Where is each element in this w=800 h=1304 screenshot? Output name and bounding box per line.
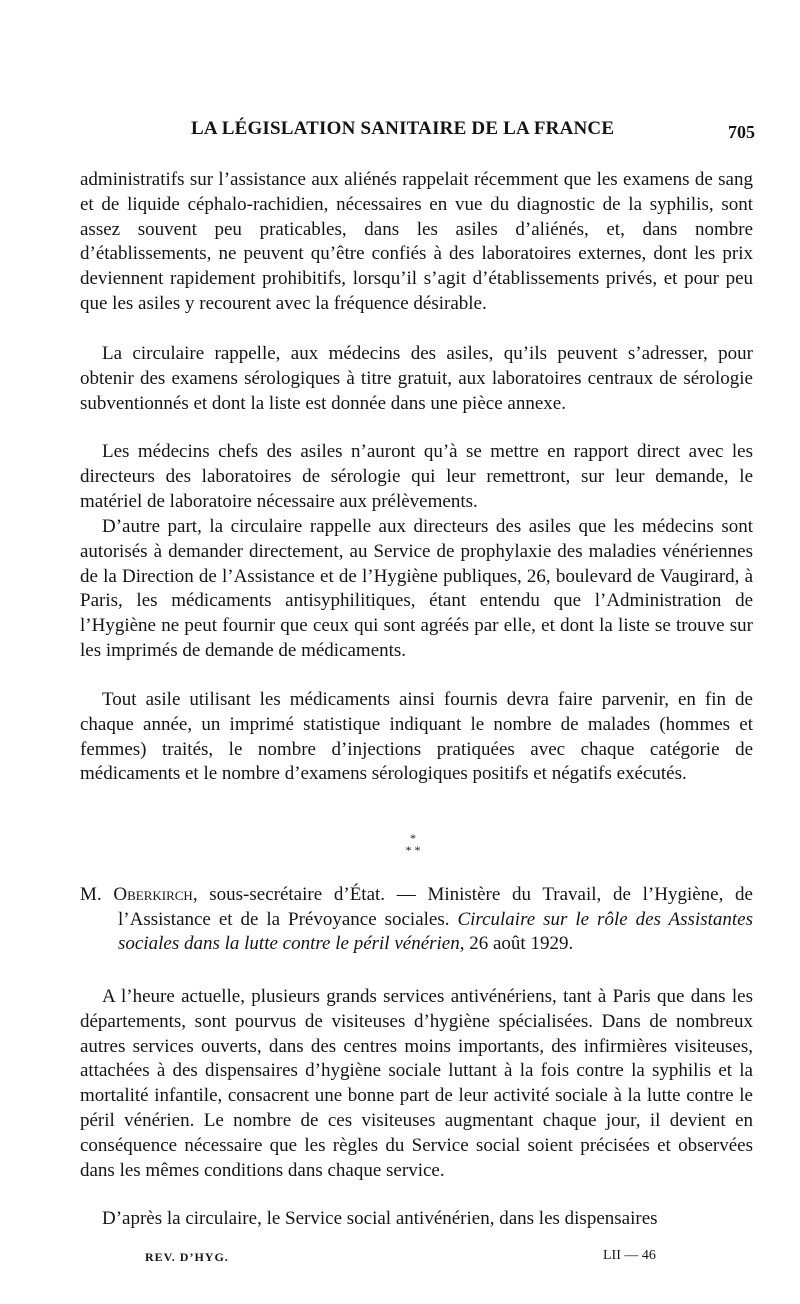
paragraph-7: D’après la circulaire, le Service social antivénérien, dans les dispensaires	[102, 1208, 658, 1229]
circular-citation	[80, 883, 753, 957]
citation-title: Circulaire sur le rôle des Assistantes sociales dans la lutte contre le péril vénérien,	[118, 908, 753, 954]
paragraph-5: Tout asile utilisant les médicaments ainsi fournis devra faire parvenir, en fin de chaque année, un imprimé statistique indiquant le nombre de malades (hommes et femmes) traités, le nombre d’injections pratiquées avec chaque catégorie de médicaments et le nombre d’examens sérologiques positifs et négatifs exécutés.	[80, 689, 753, 785]
citation-date: 26 août 1929.	[464, 933, 574, 954]
paragraph-4: D’autre part, la circulaire rappelle aux directeurs des asiles que les médecins sont autorisés à demander directement, au Service de prophylaxie des maladies vénériennes de la Direction de l’Assistance et de l’Hygiène publiques, 26, boulevard de Vaugirard, à Paris, les médicaments antisyphilitiques, étant entendu que l’Administration de l’Hygiène ne peut fournir que ceux qui sont agréés par elle, et dont la liste se trouve sur les imprimés de demande de médicaments.	[80, 516, 753, 661]
separator-bottom-stars: * *	[405, 843, 421, 857]
separator-top-star: *	[410, 831, 416, 845]
volume-sheet-mark: LII — 46	[603, 1248, 656, 1263]
citation-ministry: , sous-secrétaire d’État. — Ministère du Travail, de l’Hygiène, de l’Assistance et de la Prévoyance sociales.	[118, 884, 753, 930]
page-number: 705	[728, 122, 755, 142]
running-title: LA LÉGISLATION SANITAIRE DE LA FRANCE	[191, 118, 615, 139]
section-separator	[393, 832, 433, 856]
journal-signature: REV. D’HYG.	[145, 1250, 229, 1264]
paragraph-6: A l’heure actuelle, plusieurs grands services antivénériens, tant à Paris que dans les départements, sont pourvus de visiteuses d’hygiène spécialisées. Dans de nombreux autres services ouverts, dans des centres moins importants, des infirmières visiteuses, attachées à des dispensaires d’hygiène sociale luttant à la fois contre la syphilis et la mortalité infantile, consacrent une bonne part de leur activité sociale à la lutte contre le péril vénérien. Le nombre de ces visiteuses augmentant chaque jour, il devient en conséquence nécessaire que les règles du Service social soient précisées et observées dans les mêmes conditions dans chaque service.	[80, 986, 753, 1181]
citation-author: Oberkirch	[113, 884, 193, 905]
paragraph-2: La circulaire rappelle, aux médecins des asiles, qu’ils peuvent s’adresser, pour obtenir des examens sérologiques à titre gratuit, aux laboratoires centraux de sérologie subventionnés et dont la liste est donnée dans une pièce annexe.	[80, 343, 753, 414]
citation-initial: M.	[80, 884, 114, 905]
paragraph-3: Les médecins chefs des asiles n’auront qu’à se mettre en rapport direct avec les directeurs des laboratoires de sérologie qui leur remettront, sur leur demande, le matériel de laboratoire nécessaire aux prélèvements.	[80, 441, 753, 512]
paragraph-1: administratifs sur l’assistance aux aliénés rappelait récemment que les examens de sang et de liquide céphalo-rachidien, nécessaires en vue du diagnostic de la syphilis, sont assez souvent peu praticables, dans les asiles d’aliénés, et, dans nombre d’établissements, ne peuvent qu’être confiés à des laboratoires externes, dont les prix deviennent rapidement prohibitifs, lorsqu’il s’agit d’établissements privés, et pour peu que les asiles y recourent avec la fréquence désirable.	[80, 169, 753, 314]
